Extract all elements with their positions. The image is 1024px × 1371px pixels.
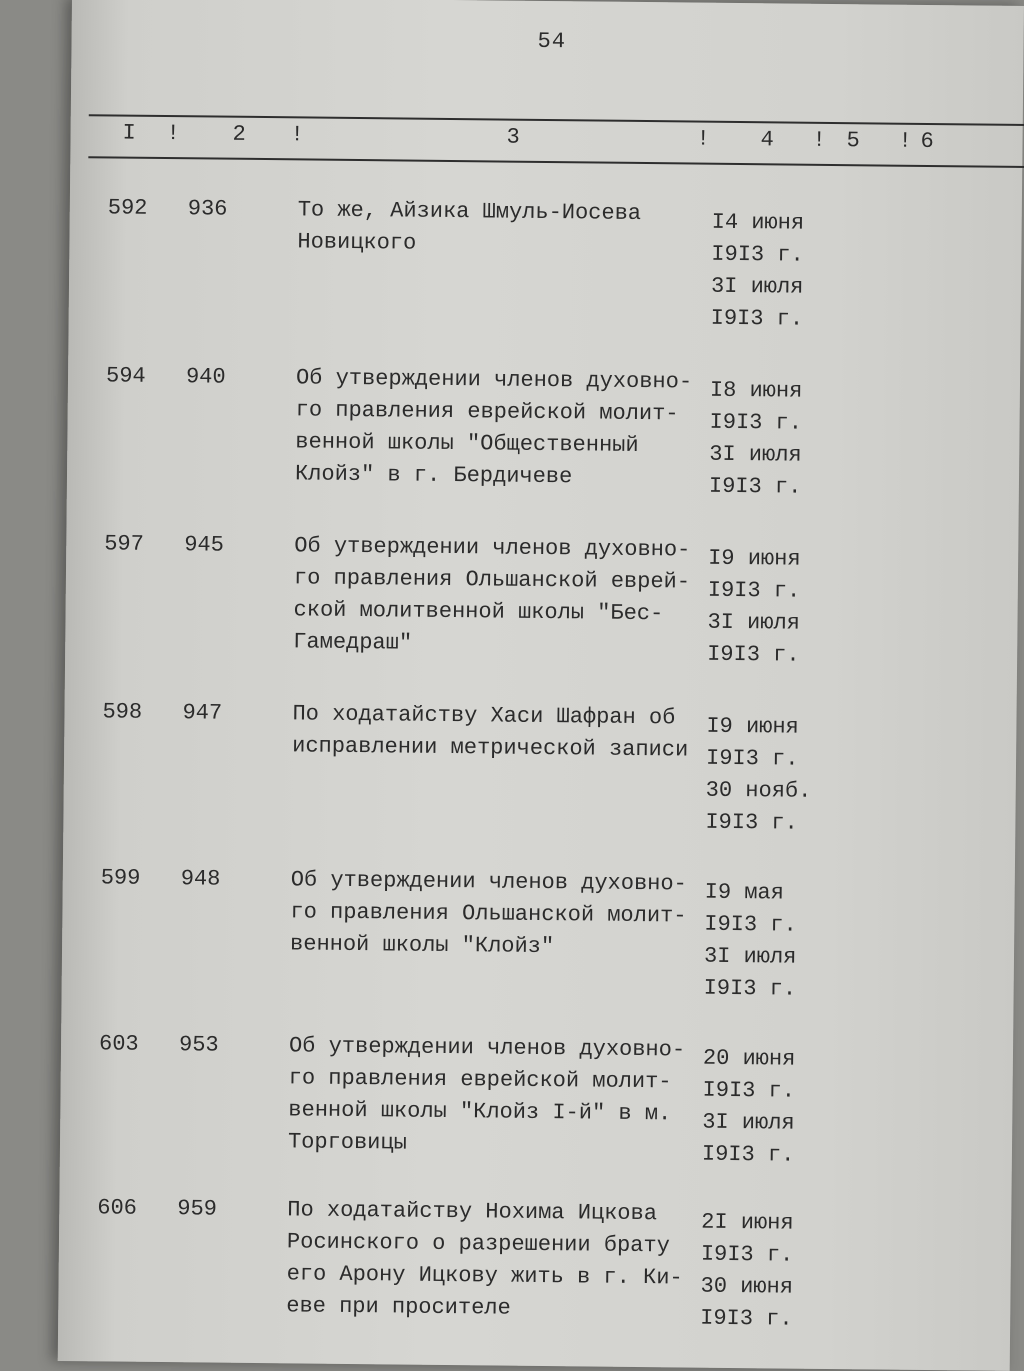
title-line: го правления Ольшанской молит-	[290, 899, 687, 929]
title-line: еве при просителе	[286, 1293, 511, 1321]
entry-dates	[703, 877, 797, 1006]
entry-dates	[700, 1207, 794, 1336]
header-sep-2: !	[290, 122, 304, 148]
title-line: По ходатайству Нохима Ицкова	[287, 1197, 658, 1227]
file-number: 936	[187, 196, 228, 222]
title-line: То же, Айзика Шмуль-Иосева	[297, 197, 642, 226]
entry-title	[297, 194, 738, 263]
date-line: I9I3 г.	[702, 1077, 796, 1104]
file-number: 945	[184, 532, 225, 558]
file-number: 948	[180, 866, 221, 892]
file-number: 959	[177, 1196, 218, 1222]
page-number: 54	[537, 28, 567, 55]
header-top-rule	[89, 114, 1024, 126]
date-line: 30 нояб.	[705, 777, 812, 804]
header-sep-1: !	[166, 121, 180, 147]
table-row	[65, 696, 1017, 836]
file-number: 940	[185, 364, 226, 390]
header-sep-5: !	[898, 128, 912, 154]
title-line: венной школы "Клойз"	[289, 931, 555, 960]
date-line: I9I3 г.	[709, 409, 803, 436]
date-line: I8 июня	[709, 377, 803, 404]
entry-number: 592	[107, 195, 148, 221]
title-line: Об утверждении членов духовно-	[295, 365, 693, 395]
date-line: 20 июня	[702, 1045, 796, 1072]
title-line: го правления Ольшанской еврей-	[293, 565, 691, 595]
entry-title	[288, 1030, 729, 1163]
title-line: Торговицы	[287, 1129, 407, 1156]
entry-title	[295, 362, 736, 495]
header-col3: 3	[506, 124, 520, 150]
entry-number: 594	[105, 363, 146, 389]
date-line: I9I3 г.	[711, 241, 804, 268]
header-col1: I	[122, 120, 136, 146]
entry-number: 597	[104, 531, 145, 557]
entry-number: 606	[97, 1195, 138, 1221]
date-line: I9I3 г.	[708, 473, 802, 500]
date-line: I4 июня	[711, 209, 805, 236]
entry-number: 598	[102, 699, 143, 725]
date-line: I9I3 г.	[703, 975, 797, 1002]
date-line: I9 июня	[708, 545, 801, 572]
date-line: I9I3 г.	[701, 1141, 795, 1168]
file-number: 947	[182, 700, 223, 726]
header-col5: 5	[846, 128, 860, 154]
date-line: I9I3 г.	[705, 809, 798, 836]
table-row	[59, 1192, 1011, 1332]
date-line: I9I3 г.	[707, 641, 800, 668]
date-line: I9 мая	[704, 879, 785, 906]
header-sep-4: !	[812, 127, 826, 153]
date-line: I9I3 г.	[700, 1241, 794, 1268]
header-col2: 2	[232, 121, 246, 147]
title-line: венной школы "Клойз I-й" в м.	[288, 1097, 672, 1127]
title-line: Об утверждении членов духовно-	[288, 1033, 686, 1063]
entry-dates	[705, 711, 812, 840]
date-line: I9I3 г.	[705, 745, 799, 772]
title-line: Гамедраш"	[293, 629, 413, 656]
header-col4: 4	[760, 127, 774, 153]
title-line: ской молитвенной школы "Бес-	[293, 597, 664, 627]
document-page	[58, 0, 1024, 1371]
entry-title	[293, 530, 734, 663]
title-line: его Арону Ицкову жить в г. Ки-	[286, 1261, 683, 1291]
file-number: 953	[178, 1032, 219, 1058]
entry-dates	[707, 543, 801, 672]
entry-title	[286, 1194, 727, 1327]
title-line: Росинского о разрешении брату	[286, 1229, 670, 1259]
title-line: Об утверждении членов духовно-	[290, 867, 687, 897]
date-line: 30 июня	[700, 1273, 794, 1300]
table-row	[68, 360, 1020, 500]
entry-number: 603	[98, 1031, 139, 1057]
date-line: 3I июля	[703, 943, 797, 970]
title-line: венной школы "Общественный	[295, 429, 639, 458]
date-line: I9I3 г.	[710, 305, 804, 332]
table-row	[70, 192, 1022, 332]
table-row	[66, 528, 1018, 668]
header-sep-3: !	[696, 126, 710, 152]
date-line: 3I июля	[710, 273, 804, 300]
date-line: 3I июля	[702, 1109, 795, 1136]
header-col6: 6	[920, 128, 934, 155]
entry-dates	[709, 375, 803, 504]
entry-title	[290, 864, 731, 965]
title-line: По ходатайству Хаси Шафран об	[292, 701, 676, 731]
date-line: I9I3 г.	[700, 1305, 793, 1332]
date-line: 3I июля	[707, 609, 801, 636]
table-row	[61, 1028, 1013, 1168]
table-row	[63, 862, 1015, 1002]
title-line: го правления еврейской молит-	[295, 397, 679, 427]
entry-title	[292, 698, 733, 767]
title-line: го правления еврейской молит-	[288, 1065, 672, 1095]
title-line: исправлении метрической записи	[292, 733, 689, 763]
date-line: I9 июня	[706, 713, 799, 740]
title-line: Об утверждении членов духовно-	[294, 533, 691, 563]
title-line: Новицкого	[297, 229, 417, 256]
header-bottom-rule	[88, 156, 1024, 168]
entry-dates	[711, 207, 805, 336]
date-line: 3I июля	[709, 441, 802, 468]
date-line: 2I июня	[701, 1209, 794, 1236]
entry-number: 599	[100, 865, 141, 891]
date-line: I9I3 г.	[707, 577, 801, 604]
date-line: I9I3 г.	[704, 911, 797, 938]
entry-dates	[702, 1043, 796, 1172]
title-line: Клойз" в г. Бердичеве	[294, 461, 573, 490]
